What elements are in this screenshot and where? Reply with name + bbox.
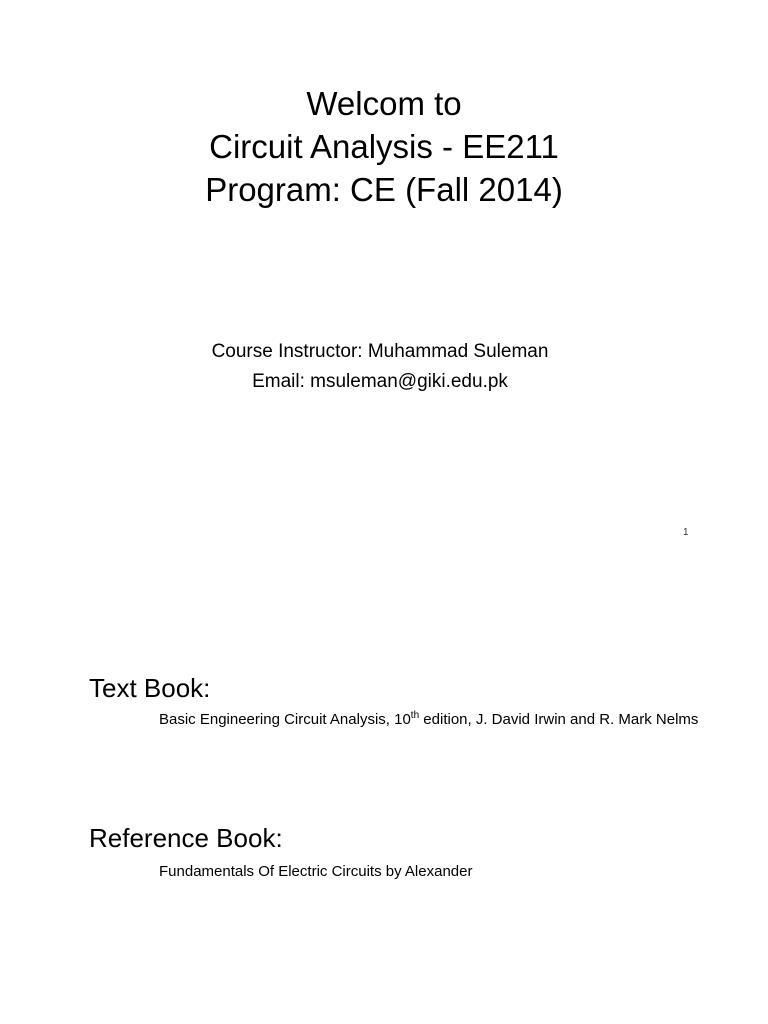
page-number: 1	[683, 527, 689, 538]
text-book-heading: Text Book:	[89, 673, 211, 703]
title-line-course: Circuit Analysis - EE211	[209, 128, 559, 165]
reference-book-entry: Fundamentals Of Electric Circuits by Alexander	[159, 863, 473, 880]
instructor-email: Email: msuleman@giki.edu.pk	[252, 371, 508, 392]
text-book-authors: edition, J. David Irwin and R. Mark Nelms	[419, 711, 699, 728]
instructor-name: Course Instructor: Muhammad Suleman	[211, 341, 549, 362]
edition-ordinal-suffix: th	[410, 710, 420, 721]
slide-title	[0, 82, 768, 211]
text-book-title: Basic Engineering Circuit Analysis, 10	[159, 711, 411, 728]
reference-book-heading: Reference Book:	[89, 823, 283, 853]
text-book-entry	[159, 708, 699, 732]
slide-2	[0, 560, 768, 1024]
title-line-program: Program: CE (Fall 2014)	[205, 171, 563, 208]
title-line-welcome: Welcom to	[306, 85, 462, 122]
instructor-info	[0, 337, 760, 397]
